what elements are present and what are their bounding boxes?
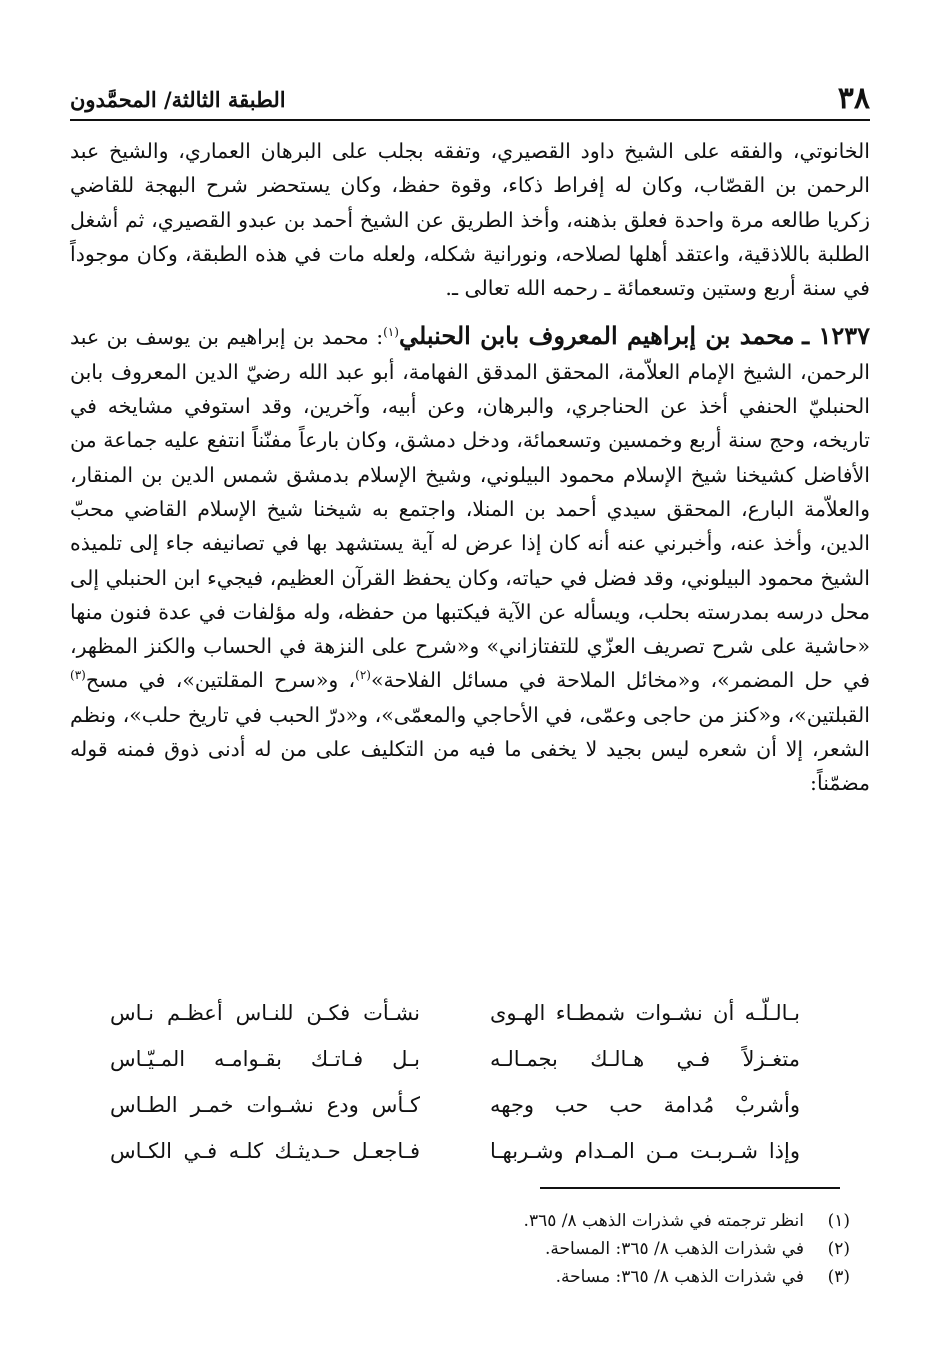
entry-text-part-3: القبلتين»، و«كنز من حاجى وعمّى، في الأحاجي والمعمّى»، و«درّ الحبب في تاريخ حلب»، ونظم الشعر، إلا أن شعره ليس بجيد لا يخفى ما فيه من التكليف على من له أدنى ذوق فمنه قوله مضمّناً: — [70, 702, 870, 796]
footnote-text: انظر ترجمته في شذرات الذهب ٨/ ٣٦٥. — [523, 1211, 804, 1231]
main-text — [70, 134, 870, 801]
poem-verse — [110, 1082, 800, 1128]
footnote — [440, 1235, 850, 1263]
entry-text-part-2: ، و«سرح المقلتين»، في مسح — [85, 668, 356, 693]
footnote-ref-2: (٢) — [355, 668, 371, 683]
footnote-number: (٣) — [827, 1267, 850, 1287]
intro-paragraph: الخانوتي، والفقه على الشيخ داود القصيري، وتفقه بجلب على البرهان العماري، والشيخ عبد الرحمن بن القصّاب، وكان له إفراط ذكاء، وقوة حفظ، وكان يستحضر شرح البهجة للقاضي زكريا طالعه مرة واحدة فعلق بذهنه، وأخذ الطريق عن الشيخ أحمد بن عبدو القصيري، ثم أشغل الطلبة باللاذقية، واعتقد أهلها لصلاحه، ونورانية شكله، ولعله مات في هذه الطبقة، وكان موجوداً في سنة أربع وستين وتسعمائة ـ رحمه الله تعالى ـ. — [70, 139, 870, 301]
entry-title: محمد بن إبراهيم المعروف بابن الحنبلي — [398, 321, 795, 351]
biography-entry — [70, 319, 870, 800]
footnote-number: (١) — [827, 1211, 850, 1231]
poem-verse — [110, 1036, 800, 1082]
verse-second-hemistich: فـاجعـل حـديثـك كلـه فـي الكـاس — [110, 1139, 420, 1163]
poem-verse — [110, 1128, 800, 1174]
verse-first-hemistich: بـالـلّـه أن نشـوات شمطـاء الهـوى — [490, 1001, 800, 1025]
verse-second-hemistich: نشـأت فكـن للنـاس أعظـم نـاس — [110, 1001, 420, 1025]
verse-first-hemistich: وإذا شـربـت مـن المـدام وشـربهـا — [490, 1139, 800, 1163]
header-rule — [70, 119, 870, 121]
poem — [110, 990, 800, 1174]
verse-second-hemistich: بـل فـاتـك بقـوامـه المـيّـاس — [110, 1047, 420, 1071]
footnote-text: في شذرات الذهب ٨/ ٣٦٥: مساحة. — [555, 1267, 804, 1287]
poem-verse — [110, 990, 800, 1036]
page-number: ٣٨ — [837, 81, 870, 116]
footnotes — [440, 1207, 850, 1291]
footnote-number: (٢) — [827, 1239, 850, 1259]
page-header — [70, 82, 870, 116]
footnote — [440, 1263, 850, 1291]
running-title: الطبقة الثالثة/ المحمَّدون — [70, 87, 286, 112]
verse-second-hemistich: كـأس ودع نشـوات خمـر الطـاس — [110, 1093, 420, 1117]
verse-first-hemistich: متغـزلاً فـي هـالـك بجمـالـه — [490, 1047, 800, 1071]
footnote-text: في شذرات الذهب ٨/ ٣٦٥: المساحة. — [544, 1239, 804, 1259]
footnote-rule — [540, 1187, 840, 1189]
verse-first-hemistich: وأشربْ مُدامة حب حب وجهه — [490, 1093, 800, 1117]
footnote-ref-3: (٣) — [70, 668, 86, 683]
footnote — [440, 1207, 850, 1235]
entry-number: ١٢٣٧ ـ — [802, 321, 870, 351]
footnote-ref-1: (١) — [383, 325, 399, 340]
entry-text-part-1: : محمد بن إبراهيم بن يوسف بن عبد الرحمن، الشيخ الإمام العلاّمة، المحقق المدقق الفهامة، أبو عبد الله رضيّ الدين المعروف بابن الحنبليّ الحنفي أخذ عن الحناجري، والبرهان، وعن أبيه، وآخرين، وقد استوفي مشايخه في تاريخه، وحج سنة أربع وخمسين وتسعمائة، ودخل دمشق، وكان بارعاً مفنّناً انتفع عليه جماعة من الأفاضل كشيخنا شيخ الإسلام محمود البيلوني، وشيخ الإسلام بدمشق شمس الدين بن المنقار، والعلاّمة البارع، المحقق سيدي أحمد بن المنلا، واجتمع به شيخنا شيخ الإسلام القاضي محبّ الدين، وأخذ عنه، وأخبرني عنه أنه كان إذا عرض له آية يستشهد بها في تصانيفه جاء إلى تلميذه الشيخ محمود البيلوني، وقد فضل في حياته، وكان يحفظ القرآن العظيم، فيجيء ابن الحنبلي إلى محل درسه بمدرسته بحلب، ويسأله عن الآية فيكتبها من حفظه، وله مؤلفات في عدة فنون منها «حاشية على شرح تصريف العزّي للتفتازاني» و«شرح على النزهة في الحساب والكنز المظهر، في حل المضمر»، و«مخائل الملاحة في مسائل الفلاحة» — [70, 325, 870, 693]
